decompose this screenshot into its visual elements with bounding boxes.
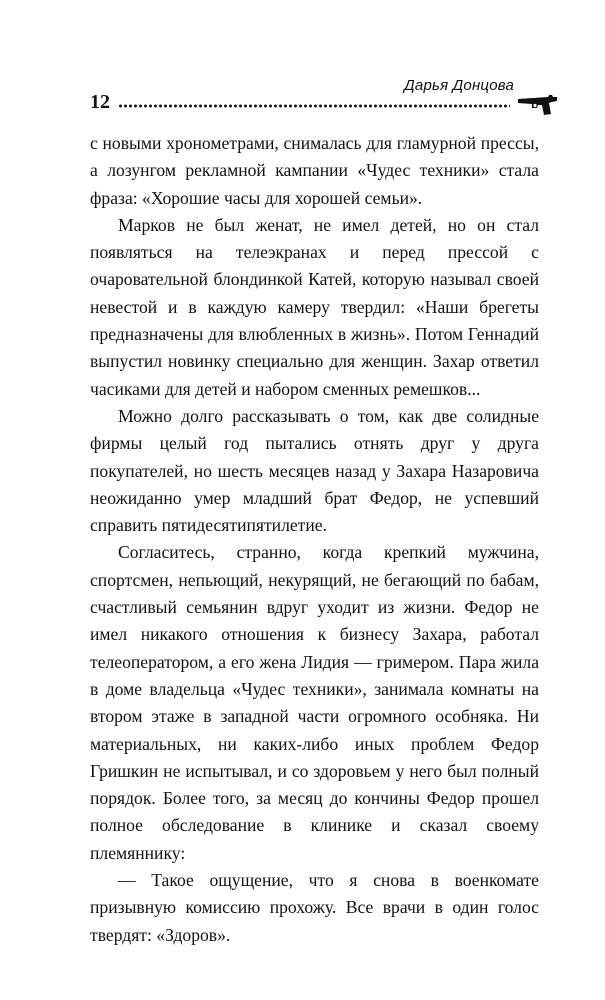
author-name: Дарья Донцова: [404, 77, 514, 94]
paragraph: Согласитесь, странно, когда крепкий мужчина, спортсмен, непьющий, некурящий, не бегающий по бабам, счастливый семьянин вдруг уходит из жизни. Федор не имел никакого отношения к бизнесу Захара, работал телеоператором, а его жена Лидия — гримером. Пара жила в доме владельца «Чудес техники», занимала комнаты на втором этаже в западной части огромного особняка. Ни материальных, ни каких-либо иных проблем Федор Гришкин не испытывал, и со здоровьем у него был полный порядок. Более того, за месяц до кончины Федор прошел полное обследование в клинике и сказал своему племяннику:: [90, 542, 539, 863]
paragraph: Можно долго рассказывать о том, как две солидные фирмы целый год пытались отнять друг у друга покупателей, но шесть месяцев назад у Захара Назаровича неожиданно умер младший брат Федор, не успевший справить пятидесятипятилетие.: [90, 405, 539, 536]
paragraph-continuation: с новыми хронометрами, снималась для гламурной прессы, а лозунгом рекламной кампании «Чудес техники» стала фраза: «Хорошие часы для хорошей семьи».: [90, 133, 539, 208]
pistol-icon: [518, 92, 558, 116]
paragraph: Марков не был женат, не имел детей, но он стал появляться на телеэкранах и перед прессой с очаровательной блондинкой Катей, которую называл своей невестой и в каждую камеру твердил: «Наши брегеты предназначены для влюбленных в жизнь». Потом Геннадий выпустил новинку специально для женщин. Захар ответил часиками для детей и набором сменных ремешков...: [90, 214, 539, 399]
dotted-leader-line: [118, 104, 510, 108]
dialogue-paragraph: — Такое ощущение, что я снова в военкомате призывную комиссию прохожу. Все врачи в один голос твердят: «Здоров».: [90, 870, 539, 945]
page-number: 12: [90, 91, 110, 113]
running-header: [90, 78, 558, 118]
body-text: [90, 130, 539, 949]
